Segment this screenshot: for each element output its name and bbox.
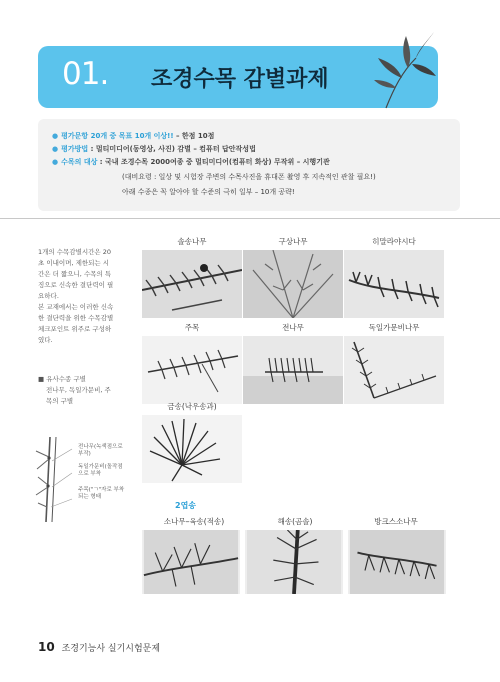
bullet-icon: ● [52,158,59,166]
leaf-decoration-icon [372,28,438,112]
sketch-label-spruce: 독일가문비(돌작점 으로 부착 [78,464,123,477]
section-divider [0,218,500,219]
tree-photo-fir [243,336,343,404]
info-item-subject: ● 수목의 대상 : 국내 조경수목 2000여종 중 멀티미디어(컴퓨터 화상) 무작위 – 시행기관 [52,158,330,166]
plate-caption: 히말라야시다 [372,237,416,246]
chapter-title: 조경수목 감별과제 [151,67,329,92]
tree-photo-yew [142,336,242,404]
tree-photo-solsong [142,250,242,318]
tree-photo-himalayan-cedar [344,250,444,318]
tree-photo-black-pine [245,530,343,594]
tree-photo-jack-pine [348,530,446,594]
plate-caption: 금송(낙우송과) [167,402,217,411]
plate-caption: 구상나무 [278,237,308,246]
plate-caption: 방크스소나무 [374,517,418,526]
sidebar-intro: 1개의 수목감별시간은 20 초 이내이며, 제한되는 시 간은 더 짧으니, 수목의 특 징으로 신속한 결단력이 필 요하다. 본 교재에서는 이러한 신속 한 결단력을 위한 수목감별 체크포인트 위주로 구성하 였다. [38,248,114,344]
page-number: 10 [38,640,55,654]
bullet-icon: ● [52,145,59,153]
info-note-strategy: (대비요령 : 일상 및 시험장 주변의 수목사진을 휴대폰 촬영 후 지속적인 관찰 필요!) [122,173,376,181]
plate-caption: 주목 [184,323,200,332]
tree-photo-norway-spruce [344,336,444,404]
tree-photo-red-pine [142,530,240,594]
page-footer [38,640,160,654]
plate-caption: 소나무–육송(적송) [163,517,225,526]
tree-photo-umbrella-pine [142,415,242,483]
plate-caption: 솔송나무 [177,237,207,246]
info-note-focus: 아래 수종은 꼭 알아야 할 수준의 극히 일부 – 10개 공략! [122,188,295,196]
info-item-method: ● 평가방법 : 멀티미디어(동영상, 사진) 감별 – 컴퓨터 답안작성법 [52,145,256,153]
plate-caption: 해송(곰솔) [277,517,313,526]
group-tag-two-needle: 2엽송 [175,501,197,510]
bullet-icon: ● [52,132,59,140]
sketch-label-fir: 전나무(녹색점으로 부작) [78,444,123,457]
sidebar-similar-species: ■ 유사수종 구별 전나무, 독일가문비, 주 목의 구별 [38,375,111,405]
plate-caption: 독일가문비나무 [368,323,420,332]
book-title: 조경기능사 실기시험문제 [61,644,161,654]
plate-caption: 전나무 [282,323,304,332]
chapter-number: 01. [62,56,109,92]
info-item-target: ● 평가문항 20개 중 목표 10개 이상!! – 한점 10점 [52,132,215,140]
evaluation-info-box [38,119,460,211]
tree-photo-gusang [243,250,343,318]
sketch-label-yew: 주목("ㄱ"자로 부착 되는 형태 [78,487,125,500]
